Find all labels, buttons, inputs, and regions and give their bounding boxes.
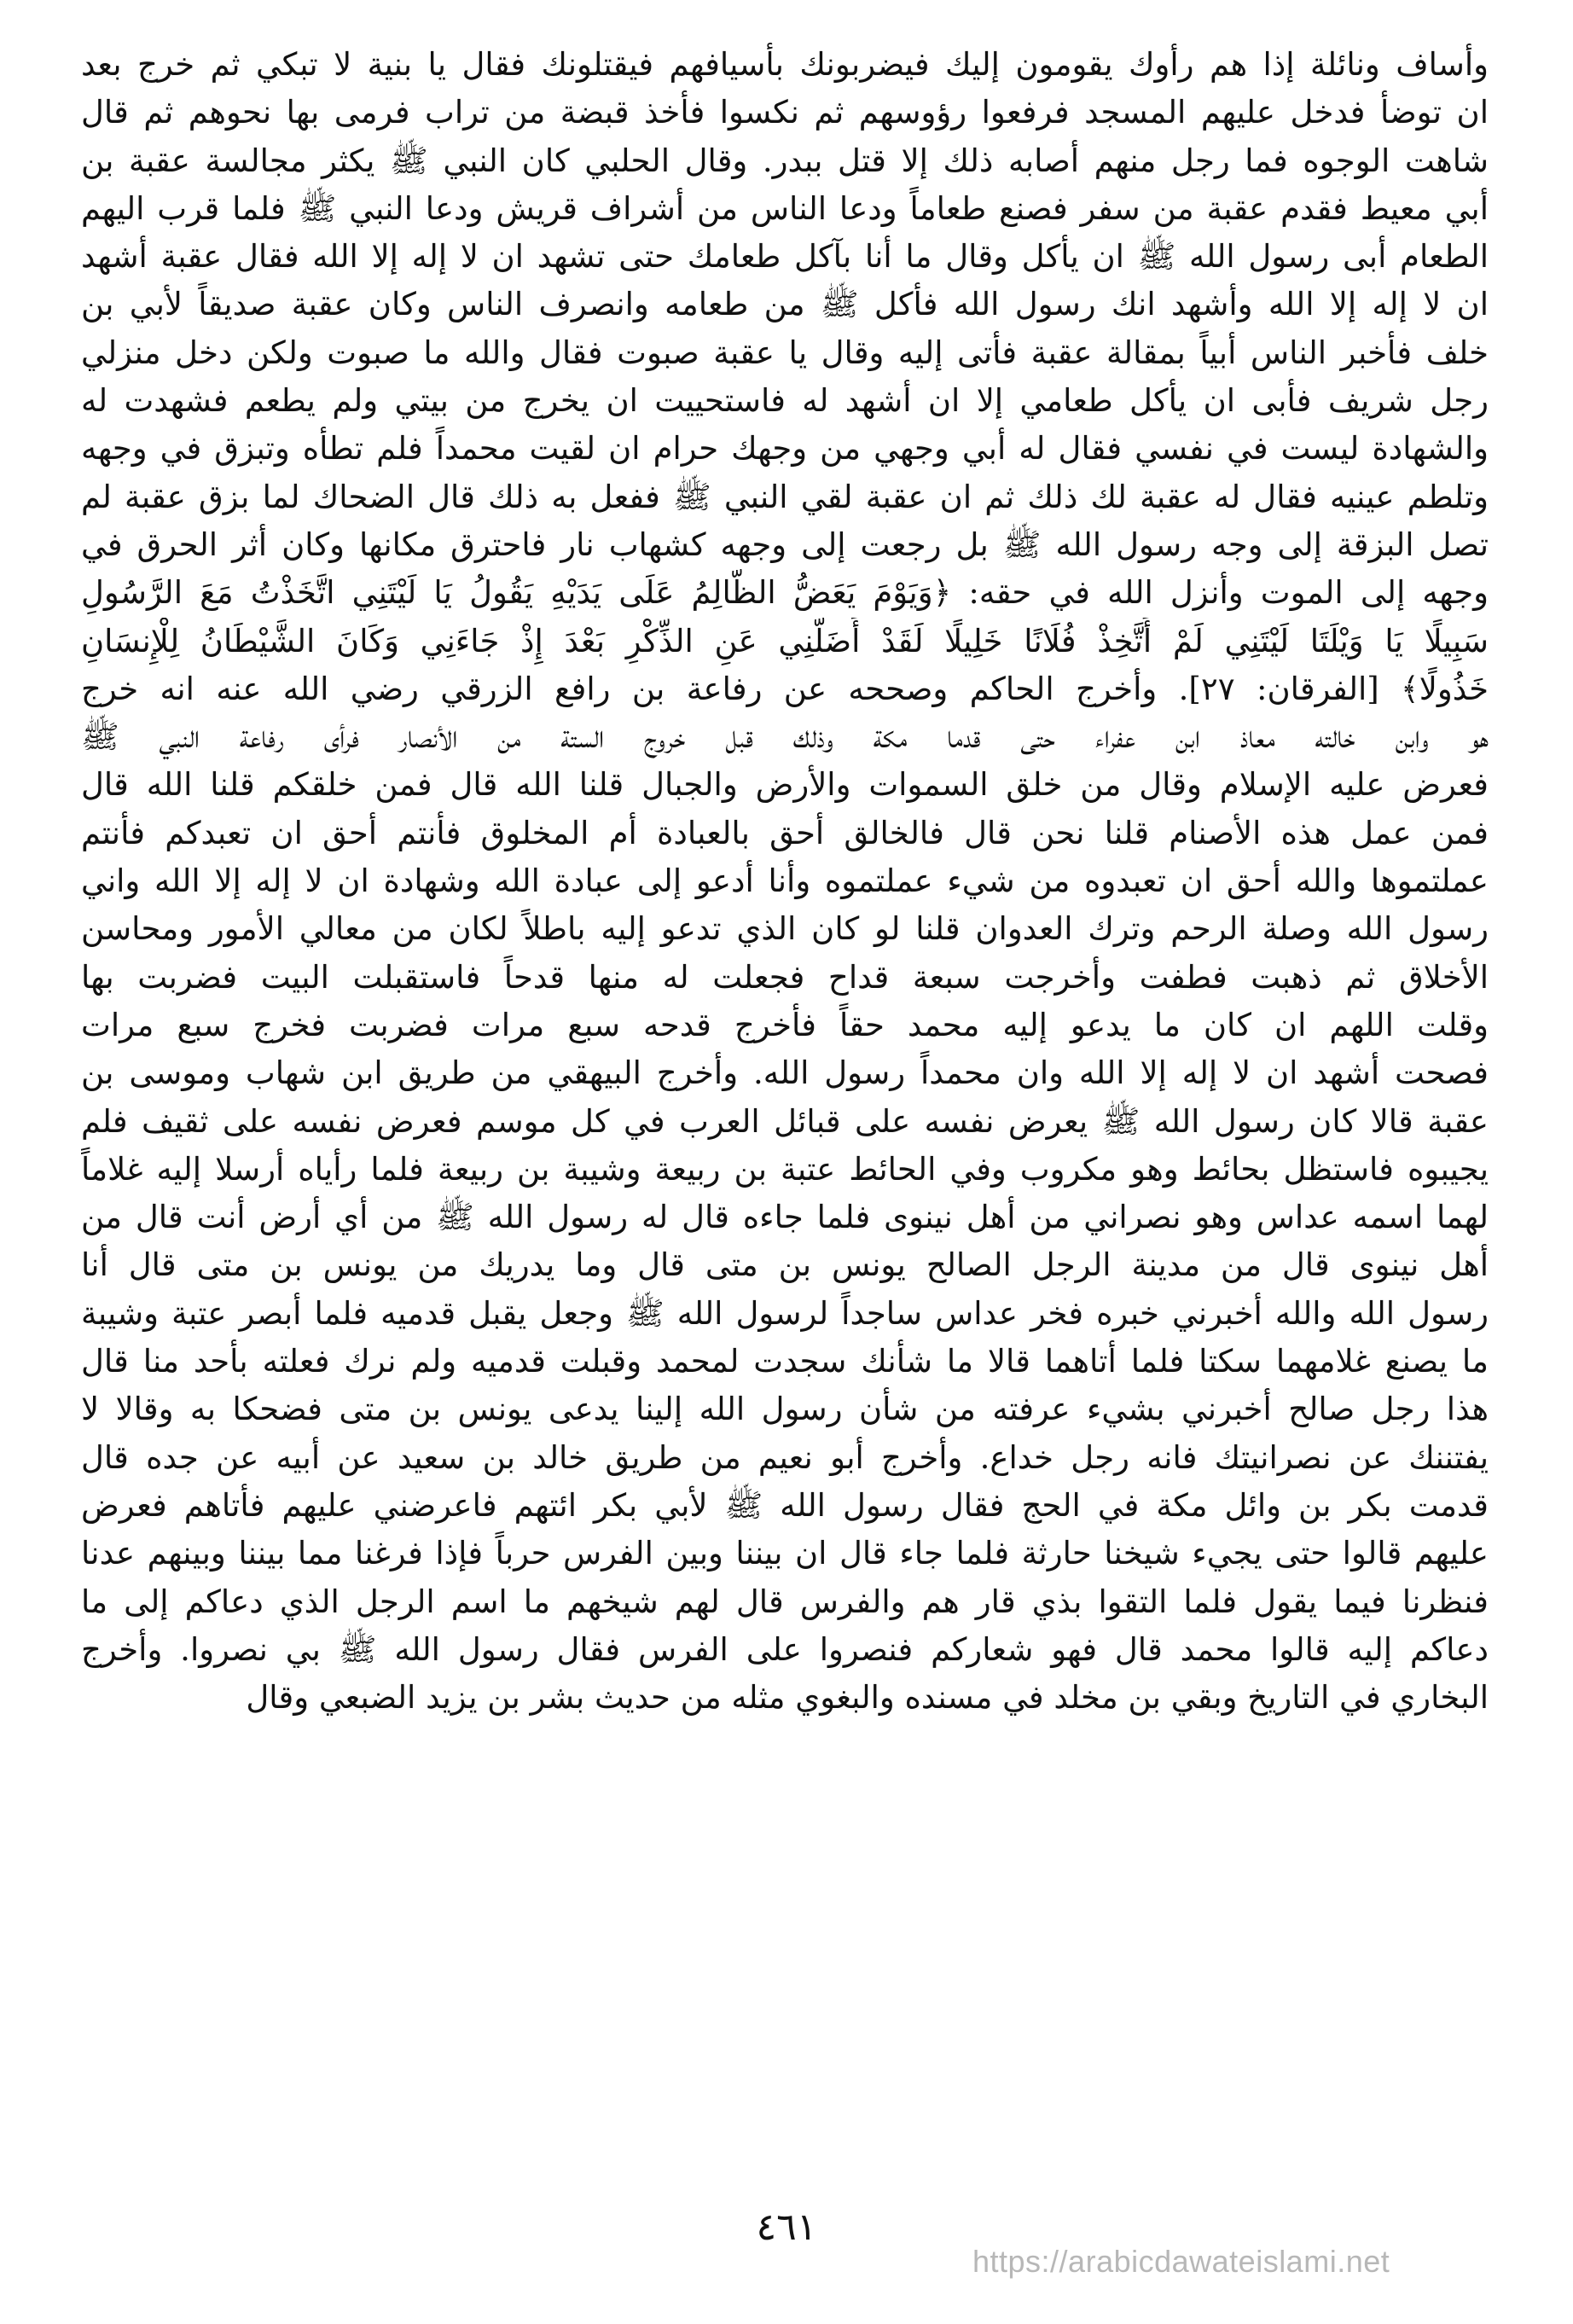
text-line: لهما اسمه عداس وهو نصراني من أهل نينوى فلما جاءه قال له رسول الله ﷺ من أي أرض أنت قال من [81,1199,1489,1236]
text-line: البخاري في التاريخ وبقي بن مخلد في مسنده والبغوي مثله من حديث بشر بن يزيد الضبعي وقال [246,1679,1489,1717]
text-line: هذا رجل صالح أخبرني بشيء عرفته من شأن رسول الله إلينا يدعى يونس بن متى فضحكا به وقالا لا [81,1391,1489,1428]
text-line: عملتموها والله أحق ان تعبدوه من شيء عملتموه وأنا أدعو إلى عبادة الله وشهادة ان لا إله إلا الله واني [81,863,1489,900]
quran-verse-line: وجهه إلى الموت وأنزل الله في حقه: ﴿وَيَوْمَ يَعَضُّ الظَّالِمُ عَلَى يَدَيْهِ يَقُولُ يَا لَيْتَنِي اتَّخَذْتُ مَعَ الرَّسُولِ [81,574,1489,612]
text-line: تصل البزقة إلى وجه رسول الله ﷺ بل رجعت إلى وجهه كشهاب نار فاحترق مكانها وكان أثر الحرق في [81,526,1489,563]
text-line: وأساف ونائلة إذا هم رأوك يقومون إليك فيضربونك بأسيافهم فيقتلونك فقال يا بنية لا تبكي ثم خرج بعد [81,46,1489,83]
text-line: والشهادة ليست في نفسي فقال له أبي وجهي من وجهك حرام ان لقيت محمداً فلم تطأه وتبزق في وجهه [81,430,1489,468]
text-line: الطعام أبى رسول الله ﷺ ان يأكل وقال ما أنا بآكل طعامك حتى تشهد ان لا إله إلا الله فقال عقبة أشهد [81,238,1489,276]
text-line: هو وابن خالته معاذ ابن عفراء حتى قدما مكة وذلك قبل خروج الستة من الأنصار فرأى رفاعة النبي ﷺ [81,718,1489,756]
text-line: يفتننك عن نصرانيتك فانه رجل خداع. وأخرج أبو نعيم من طريق خالد بن سعيد عن أبيه عن جده قال [81,1438,1489,1476]
page-number: ٤٦١ [756,2205,817,2249]
text-line: شاهت الوجوه فما رجل منهم أصابه ذلك إلا قتل ببدر. وقال الحلبي كان النبي ﷺ يكثر مجالسة عقبة بن [81,142,1489,179]
text-line: يجيبوه فاستظل بحائط وهو مكروب وفي الحائط عتبة بن ربيعة وشيبة بن ربيعة فلما رأياه أرسلا إليه غلاماً [81,1150,1489,1188]
text-line: أهل نينوى قال من مدينة الرجل الصالح يونس بن متى قال وما يدريك من يونس بن متى قال أنا [81,1246,1489,1284]
text-line: قدمت بكر بن وائل مكة في الحج فقال رسول الله ﷺ لأبي بكر ائتهم فاعرضني عليهم فأتاهم فعرض [81,1486,1489,1524]
text-line: ما يصنع غلامهما سكتا فلما أتاهما قالا ما شأنك سجدت لمحمد وقبلت قدميه ولم نرك فعلته بأحد منا قال [81,1343,1489,1380]
text-line: أبي معيط فقدم عقبة من سفر فصنع طعاماً ودعا الناس من أشراف قريش ودعا النبي ﷺ فلما قرب اليهم [81,189,1489,227]
text-line: فمن عمل هذه الأصنام قلنا نحن قال فالخالق أحق بالعبادة أم المخلوق فأنتم أحق ان تعبدكم فأنتم [81,814,1489,851]
text-line: دعاكم إليه قالوا محمد قال فهو شعاركم فنصروا على الفرس فقال رسول الله ﷺ بي نصروا. وأخرج [81,1630,1489,1668]
text-line: خلف فأخبر الناس أبياً بمقالة عقبة فأتى إليه وقال يا عقبة صبوت فقال والله ما صبوت ولكن دخل منزلي [81,334,1489,371]
text-line: عقبة قالا كان رسول الله ﷺ يعرض نفسه على قبائل العرب في كل موسم فعرض نفسه على ثقيف فلم [81,1102,1489,1140]
text-line: رسول الله وصلة الرحم وترك العدوان قلنا لو كان الذي تدعو إليه باطلاً لكان من معالي الأمور ومحاسن [81,910,1489,948]
text-line: رجل شريف فأبى ان يأكل طعامي إلا ان أشهد له فاستحييت ان يخرج من بيتي ولم يطعم فشهدت له [81,382,1489,420]
text-line: فنظرنا فيما يقول فلما التقوا بذي قار هم والفرس قال لهم شيخهم ما اسم الرجل الذي دعاكم إلى ما [81,1583,1489,1620]
text-line: فصحت أشهد ان لا إله إلا الله وان محمداً رسول الله. وأخرج البيهقي من طريق ابن شهاب وموسى بن [81,1055,1489,1092]
text-line: الأخلاق ثم ذهبت فطفت وأخرجت سبعة قداح فجعلت له منها قدحاً فاستقبلت البيت فضربت بها [81,958,1489,996]
text-line: رسول الله والله أخبرني خبره فخر عداس ساجداً لرسول الله ﷺ وجعل يقبل قدميه فلما أبصر عتبة وشيبة [81,1294,1489,1332]
document-body-text [81,41,1489,1722]
text-line: خَذُولًا﴾ [الفرقان: ٢٧]. وأخرج الحاكم وصححه عن رفاعة بن رافع الزرقي رضي الله عنه انه خرج [81,670,1489,707]
quran-verse-line: سَبِيلًا يَا وَيْلَتَا لَيْتَنِي لَمْ أَتَّخِذْ فُلَانًا خَلِيلًا لَقَدْ أَضَلَّنِي عَنِ الذِّكْرِ بَعْدَ إِذْ جَاءَنِي وَكَانَ الشَّيْطَانُ لِلْإِنسَانِ [81,622,1489,659]
text-line: وتلطم عينيه فقال له عقبة لك ذلك ثم ان عقبة لقي النبي ﷺ ففعل به ذلك قال الضحاك لما بزق عقبة لم [81,478,1489,515]
text-line: وقلت اللهم ان كان ما يدعو إليه محمد حقاً فأخرج قدحه سبع مرات فضربت فخرج سبع مرات [81,1006,1489,1043]
text-line: فعرض عليه الإسلام وقال من خلق السموات والأرض والجبال قلنا الله قال فمن خلقكم قلنا الله قال [81,766,1489,804]
watermark-url: https://arabicdawateislami.net [972,2244,1390,2279]
text-line: عليهم قالوا حتى يجيء شيخنا حارثة فلما جاء قال ان بيننا وبين الفرس حرباً فإذا فرغنا مما بيننا وبينهم عدنا [81,1535,1489,1572]
text-line: ان توضأ فدخل عليهم المسجد فرفعوا رؤوسهم ثم نكسوا فأخذ قبضة من تراب فرمى بها نحوهم ثم قال [81,94,1489,131]
text-line: ان لا إله إلا الله وأشهد انك رسول الله فأكل ﷺ من طعامه وانصرف الناس وكان عقبة صديقاً لأبي بن [81,286,1489,323]
